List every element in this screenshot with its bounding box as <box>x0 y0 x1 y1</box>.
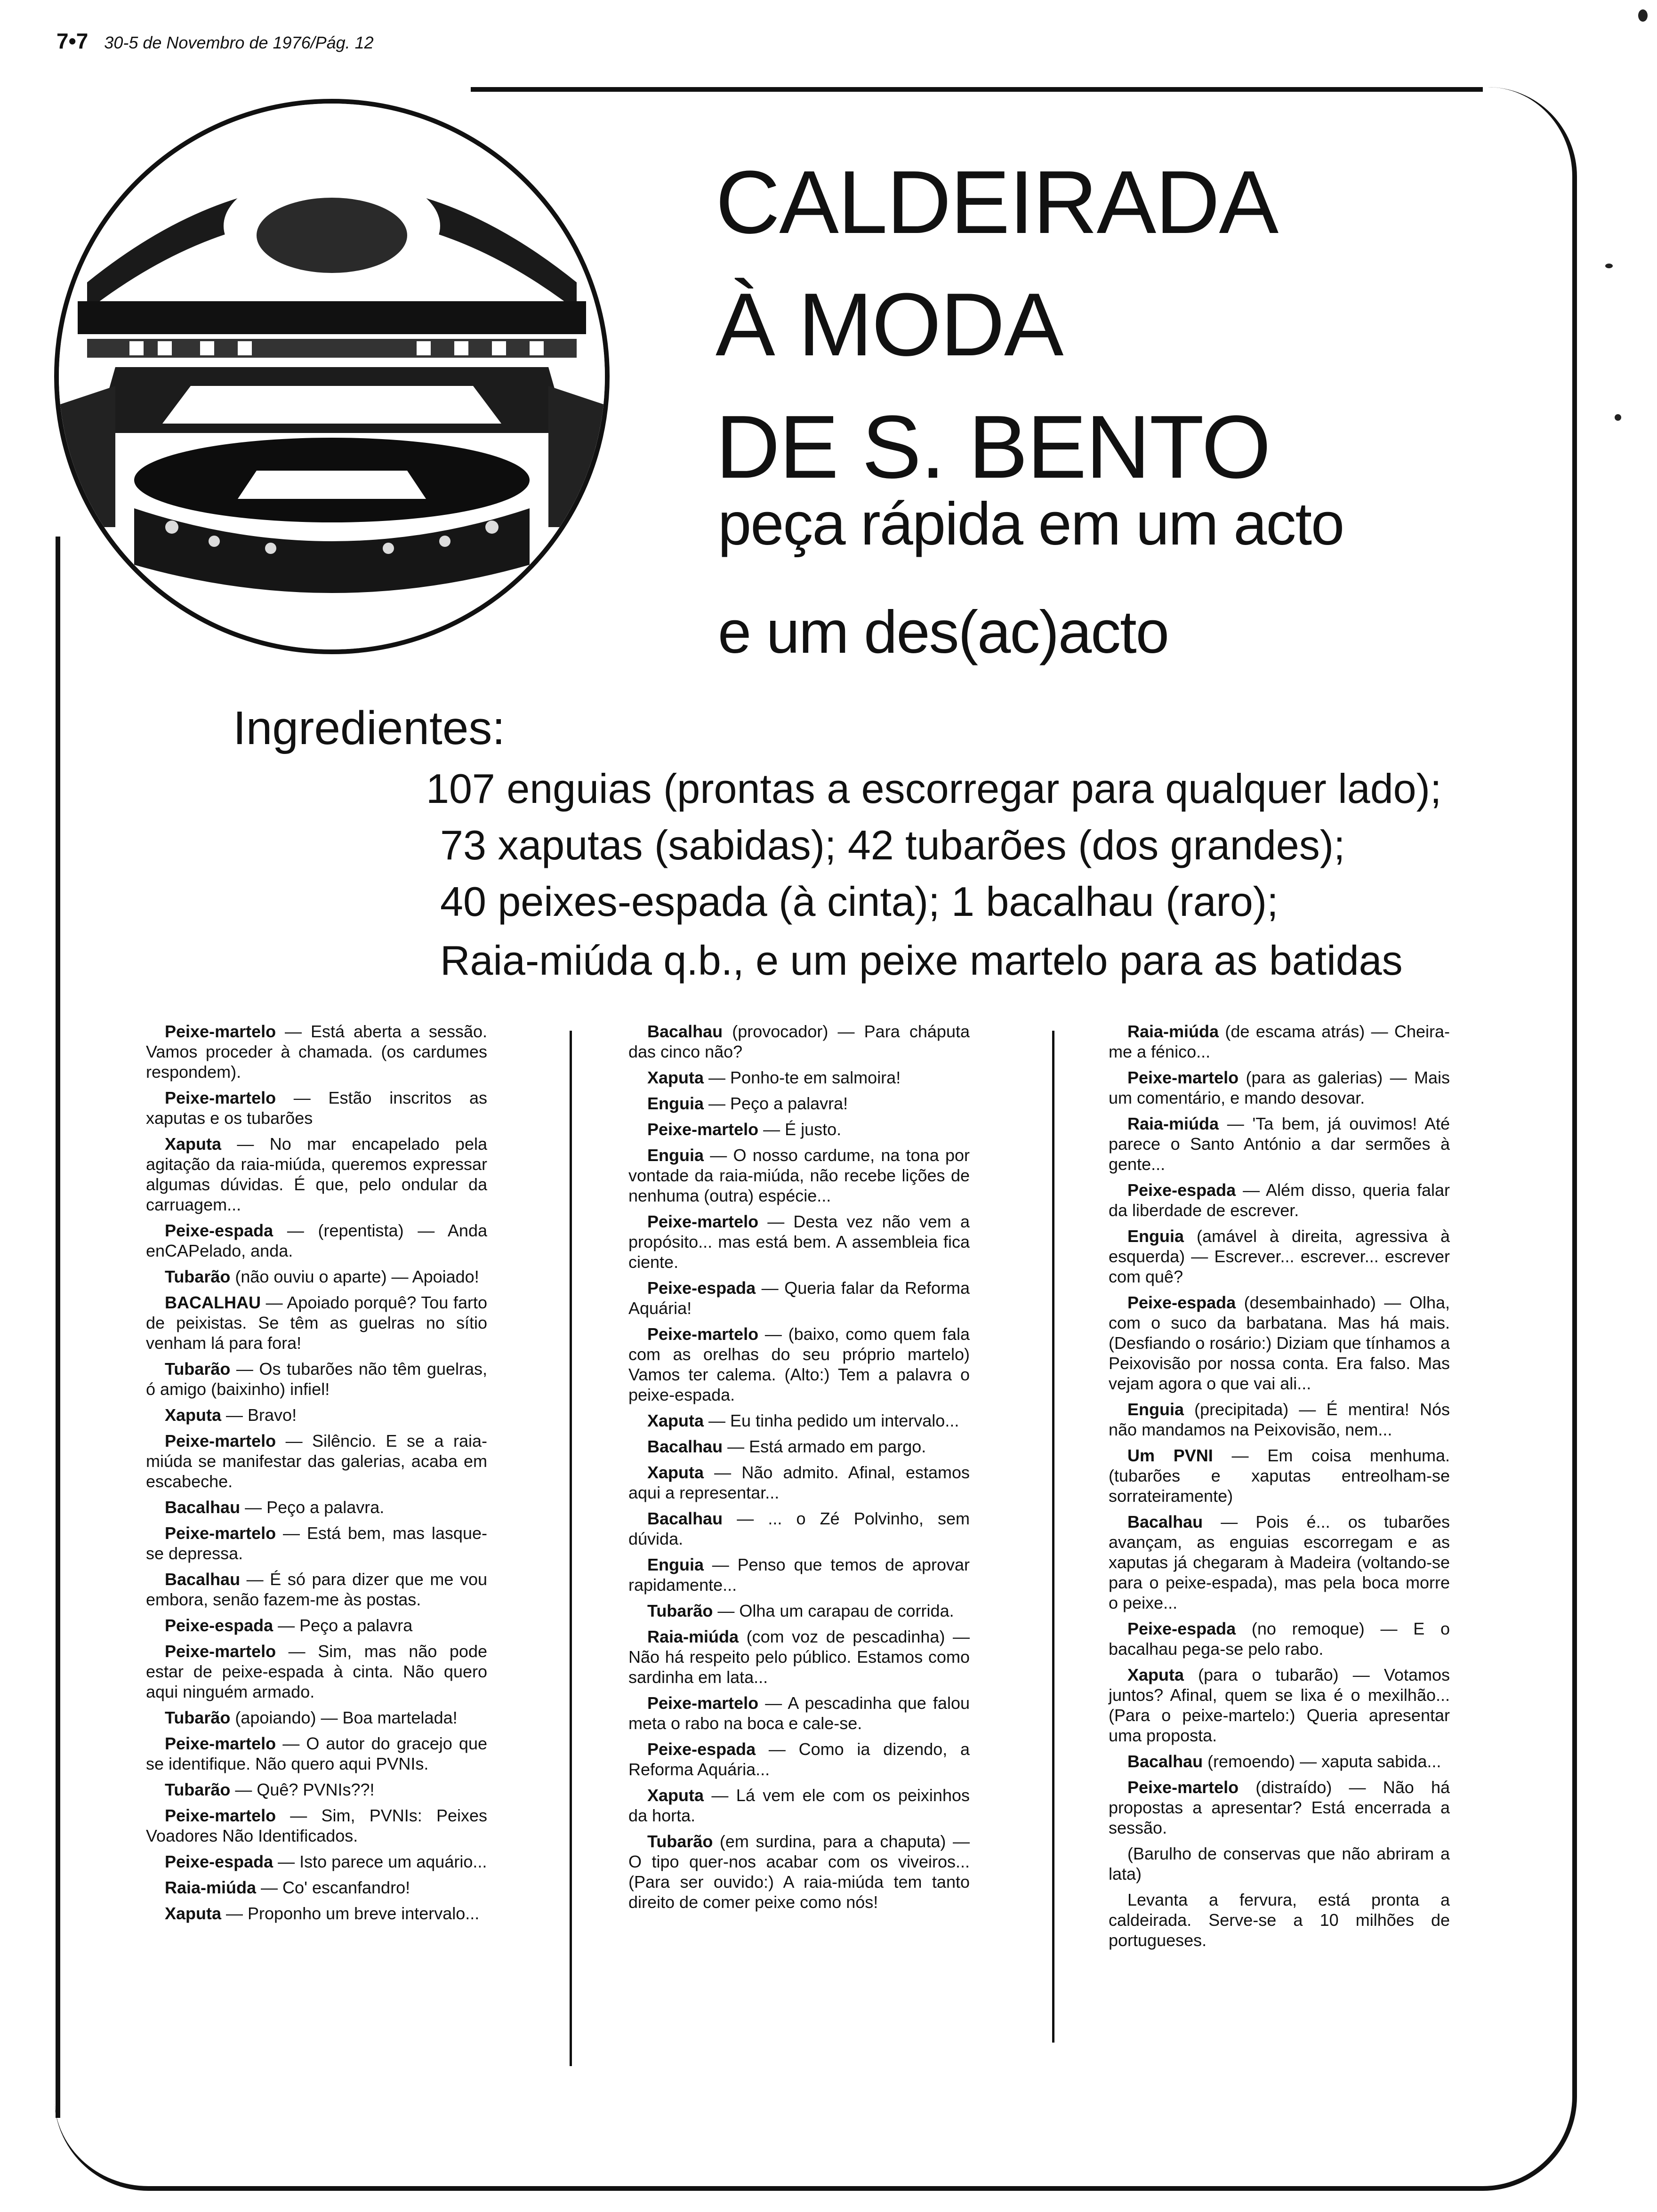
speaker-name: Peixe-martelo <box>165 1088 276 1107</box>
speaker-name: Bacalhau <box>165 1570 241 1589</box>
dialogue-text: — Olha um carapau de corrida. <box>713 1601 954 1620</box>
dialogue-line <box>628 1739 970 1779</box>
speaker-name: Peixe-martelo <box>165 1642 276 1661</box>
dialogue-line <box>628 1211 970 1272</box>
dialogue-text: — Eu tinha pedido um intervalo... <box>704 1411 959 1430</box>
speaker-name: Peixe-espada <box>165 1616 273 1635</box>
dialogue-line <box>1109 1619 1450 1659</box>
dialogue-text: (Barulho de conservas que não abriram a lata) <box>1109 1844 1450 1883</box>
dialogue-line <box>1109 1665 1450 1746</box>
dialogue-line <box>146 1292 487 1353</box>
dialogue-line <box>146 1615 487 1635</box>
ingredient-line-1: 107 enguias (prontas a escorregar para qualquer lado); <box>426 765 1442 812</box>
dialogue-text: — Está aberta a sessão. Vamos proceder à chamada. (os cardumes respondem). <box>146 1022 487 1082</box>
dialogue-line <box>146 1021 487 1082</box>
dialogue-column-3 <box>1109 1021 1450 1956</box>
masthead <box>56 28 374 54</box>
speaker-name: Xaputa <box>1127 1665 1184 1684</box>
dialogue-text: — Bravo! <box>221 1405 297 1425</box>
dialogue-text: — Co' escanfandro! <box>256 1878 410 1897</box>
speaker-name: Tubarão <box>647 1601 713 1620</box>
ink-speck <box>1605 264 1613 268</box>
dialogue-text: — ... o Zé Polvinho, sem dúvida. <box>628 1509 970 1548</box>
speaker-name: Peixe-martelo <box>647 1324 759 1344</box>
dialogue-text: — Sim, mas não pode estar de peixe-espada à cinta. Não quero aqui ninguém armado. <box>146 1642 487 1701</box>
dialogue-line <box>628 1436 970 1457</box>
speaker-name: Peixe-espada <box>1127 1180 1236 1200</box>
speaker-name: Raia-miúda <box>647 1627 739 1646</box>
speaker-name: Peixe-espada <box>647 1278 756 1298</box>
dialogue-line <box>628 1278 970 1318</box>
speaker-name: Bacalhau <box>1127 1512 1203 1531</box>
dialogue-text: — Está armado em pargo. <box>723 1437 926 1456</box>
dialogue-text: (desembainhado) — Olha, com o suco da barbatana. Mas há mais. (Desfiando o rosário:) Diziam que tínhamos a Peixovisão por nossa conta. Era falso. Mas vejam agora o que vai ali... <box>1109 1293 1450 1393</box>
dialogue-line <box>1109 1843 1450 1884</box>
frame-left-rule <box>56 537 60 2118</box>
dialogue-line <box>146 1733 487 1774</box>
dialogue-text: — Proponho um breve intervalo... <box>221 1904 480 1923</box>
dialogue-line <box>1109 1067 1450 1108</box>
speaker-name: Raia-miúda <box>1127 1022 1219 1041</box>
dialogue-line <box>146 1707 487 1728</box>
dialogue-line <box>146 1641 487 1702</box>
headline-line-2: À MODA <box>716 275 1063 375</box>
dialogue-text: — Ponho-te em salmoira! <box>704 1068 901 1087</box>
dialogue-line <box>146 1877 487 1898</box>
dialogue-text: (para as galerias) — Mais um comentário, e mando desovar. <box>1109 1068 1450 1107</box>
dialogue-text: — É justo. <box>758 1120 842 1139</box>
dialogue-text: — Não admito. Afinal, estamos aqui a representar... <box>628 1463 970 1502</box>
speaker-name: Tubarão <box>165 1708 231 1727</box>
speaker-name: Tubarão <box>647 1832 713 1851</box>
dialogue-text: (no remoque) — E o bacalhau pega-se pelo rabo. <box>1109 1619 1450 1659</box>
parliament-hall-image <box>59 104 605 649</box>
dialogue-line <box>1109 1751 1450 1771</box>
speaker-name: Tubarão <box>165 1267 231 1286</box>
dialogue-line <box>1109 1114 1450 1174</box>
dialogue-line <box>146 1805 487 1846</box>
dialogue-line <box>146 1405 487 1425</box>
speaker-name: Enguia <box>647 1146 704 1165</box>
dialogue-text: — Silêncio. E se a raia-miúda se manifestar das galerias, acaba em escabeche. <box>146 1431 487 1491</box>
dialogue-line <box>628 1067 970 1088</box>
dialogue-text: (de escama atrás) — Cheira-me a fénico... <box>1109 1022 1450 1061</box>
dialogue-line <box>628 1324 970 1405</box>
speaker-name: Enguia <box>647 1094 704 1113</box>
dialogue-text: — Como ia dizendo, a Reforma Aquária... <box>628 1739 970 1779</box>
dialogue-text: (com voz de pescadinha) — Não há respeito pelo público. Estamos como sardinha em lata... <box>628 1627 970 1687</box>
dialogue-line <box>628 1693 970 1733</box>
dialogue-line <box>1109 1292 1450 1394</box>
speaker-name: Peixe-espada <box>165 1852 273 1871</box>
dialogue-line <box>1109 1445 1450 1506</box>
dialogue-text: — Em coisa menhuma. (tubarões e xaputas entreolham-se sorrateiramente) <box>1109 1446 1450 1506</box>
dialogue-text: — Os tubarões não têm guelras, ó amigo (baixinho) infiel! <box>146 1359 487 1399</box>
dialogue-line <box>1109 1021 1450 1062</box>
speaker-name: Bacalhau <box>1127 1752 1203 1771</box>
speaker-name: Peixe-martelo <box>1127 1778 1239 1797</box>
dialogue-text: — (repentista) — Anda enCAPelado, anda. <box>146 1221 487 1260</box>
speaker-name: BACALHAU <box>165 1293 261 1312</box>
speaker-name: Bacalhau <box>647 1022 723 1041</box>
subtitle-line-2: e um des(ac)acto <box>718 599 1168 666</box>
speaker-name: Peixe-martelo <box>165 1806 276 1825</box>
speaker-name: Xaputa <box>647 1068 704 1087</box>
dialogue-text: (apoiando) — Boa martelada! <box>230 1708 458 1727</box>
dialogue-line <box>146 1903 487 1923</box>
dialogue-line <box>146 1851 487 1872</box>
ingredient-line-2: 73 xaputas (sabidas); 42 tubarões (dos grandes); <box>440 822 1345 868</box>
dialogue-line <box>1109 1180 1450 1220</box>
speaker-name: Enguia <box>647 1555 704 1574</box>
speaker-name: Xaputa <box>165 1134 222 1154</box>
speaker-name: Bacalhau <box>647 1509 723 1528</box>
speaker-name: Xaputa <box>647 1463 704 1482</box>
dialogue-line <box>628 1145 970 1206</box>
dialogue-line <box>146 1266 487 1287</box>
dialogue-line <box>628 1785 970 1826</box>
speaker-name: Xaputa <box>647 1786 704 1805</box>
speaker-name: Bacalhau <box>165 1498 241 1517</box>
dialogue-text: — A pescadinha que falou meta o rabo na boca e cale-se. <box>628 1693 970 1733</box>
speaker-name: Xaputa <box>647 1411 704 1430</box>
speaker-name: Bacalhau <box>647 1437 723 1456</box>
speaker-name: Peixe-espada <box>1127 1293 1236 1312</box>
dialogue-line <box>1109 1399 1450 1440</box>
speaker-name: Raia-miúda <box>165 1878 257 1897</box>
ingredient-line-4: Raia-miúda q.b., e um peixe martelo para as batidas <box>440 937 1403 984</box>
dialogue-text: — Apoiado porquê? Tou farto de peixistas. Se têm as guelras no sítio venham lá para fora! <box>146 1293 487 1353</box>
dialogue-text: — No mar encapelado pela agitação da raia-miúda, queremos expressar algumas dúvidas. É que, pelo ondular da carruagem... <box>146 1134 487 1214</box>
dialogue-text: (remoendo) — xaputa sabida... <box>1203 1752 1441 1771</box>
speaker-name: Peixe-espada <box>1127 1619 1236 1638</box>
dialogue-line <box>146 1523 487 1563</box>
dialogue-line <box>628 1093 970 1114</box>
dialogue-line <box>628 1119 970 1139</box>
speaker-name: Peixe-martelo <box>165 1431 276 1451</box>
ingredients-label: Ingredientes: <box>233 702 506 754</box>
speaker-name: Xaputa <box>165 1405 222 1425</box>
dialogue-line <box>628 1555 970 1595</box>
dialogue-text: — Lá vem ele com os peixinhos da horta. <box>628 1786 970 1825</box>
parliament-photo <box>54 99 610 654</box>
dialogue-text: (não ouviu o aparte) — Apoiado! <box>230 1267 479 1286</box>
ink-speck <box>1638 9 1648 22</box>
dialogue-line <box>628 1601 970 1621</box>
speaker-name: Raia-miúda <box>1127 1114 1219 1133</box>
subtitle-line-1: peça rápida em um acto <box>718 490 1344 558</box>
dialogue-line <box>628 1831 970 1912</box>
speaker-name: Peixe-martelo <box>165 1022 276 1041</box>
speaker-name: Peixe-espada <box>165 1221 273 1240</box>
dialogue-text: — Além disso, queria falar da liberdade de escrever. <box>1109 1180 1450 1220</box>
dialogue-text: — Peço a palavra. <box>240 1498 385 1517</box>
dialogue-line <box>146 1431 487 1491</box>
speaker-name: Peixe-espada <box>647 1739 756 1759</box>
headline-line-1: CALDEIRADA <box>716 152 1278 252</box>
speaker-name: Peixe-martelo <box>647 1693 759 1713</box>
dialogue-text: (em surdina, para a chaputa) — O tipo quer-nos acabar com os viveiros... (Para ser ouvido:) A raia-miúda tem tanto direito de comer peixe como nós! <box>628 1832 970 1912</box>
dialogue-text: — Sim, PVNIs: Peixes Voadores Não Identificados. <box>146 1806 487 1845</box>
dialogue-text: (amável à direita, agressiva à esquerda) — Escrever... escrever... escrever com quê? <box>1109 1226 1450 1286</box>
speaker-name: Um PVNI <box>1127 1446 1213 1465</box>
dialogue-text: — O nosso cardume, na tona por vontade da raia-miúda, não recebe lições de nenhuma (outra) espécie... <box>628 1146 970 1205</box>
dialogue-line <box>146 1134 487 1215</box>
speaker-name: Peixe-martelo <box>647 1120 759 1139</box>
dialogue-text: — Isto parece um aquário... <box>273 1852 487 1871</box>
dialogue-line <box>628 1627 970 1687</box>
column-rule-1 <box>570 1031 572 2066</box>
dialogue-text: — O autor do gracejo que se identifique. Não quero aqui PVNIs. <box>146 1734 487 1773</box>
ink-speck <box>1615 414 1621 421</box>
dialogue-text: — Pois é... os tubarões avançam, as enguias escorregam e as xaputas já chegaram à Madeira (voltando-se para o peixe-espada), mas pela boca morre o peixe... <box>1109 1512 1450 1612</box>
headline <box>716 141 1278 508</box>
dateline: 30-5 de Novembro de 1976/Pág. 12 <box>104 33 374 52</box>
speaker-name: Peixe-martelo <box>165 1734 276 1753</box>
dialogue-text: — Está bem, mas lasque-se depressa. <box>146 1523 487 1563</box>
speaker-name: Tubarão <box>165 1780 231 1799</box>
dialogue-text: — Queria falar da Reforma Aquária! <box>628 1278 970 1318</box>
dialogue-text: — Peço a palavra! <box>704 1094 848 1113</box>
dialogue-text: — (baixo, como quem fala com as orelhas do seu próprio martelo) Vamos ter calema. (Alto:) Tem a palavra o peixe-espada. <box>628 1324 970 1404</box>
speaker-name: Peixe-martelo <box>1127 1068 1239 1087</box>
dialogue-column-1 <box>146 1021 487 1929</box>
dialogue-line <box>628 1021 970 1062</box>
dialogue-line <box>146 1220 487 1261</box>
headline-line-3: DE S. BENTO <box>716 397 1271 497</box>
speaker-name: Enguia <box>1127 1226 1184 1246</box>
column-rule-2 <box>1052 1031 1054 2043</box>
speaker-name: Tubarão <box>165 1359 231 1378</box>
dialogue-line <box>1109 1777 1450 1838</box>
dialogue-text: — Estão inscritos as xaputas e os tubarões <box>146 1088 487 1128</box>
dialogue-line <box>146 1088 487 1128</box>
dialogue-text: — 'Ta bem, já ouvimos! Até parece o Santo António a dar sermões à gente... <box>1109 1114 1450 1174</box>
masthead-logo: 7•7 <box>56 29 88 53</box>
dialogue-column-2 <box>628 1021 970 1918</box>
speaker-name: Peixe-martelo <box>647 1212 759 1231</box>
dialogue-line <box>146 1779 487 1800</box>
dialogue-text: — Quê? PVNIs??! <box>230 1780 375 1799</box>
dialogue-text: — Penso que temos de aprovar rapidamente... <box>628 1555 970 1595</box>
dialogue-text: Levanta a fervura, está pronta a caldeirada. Serve-se a 10 milhões de portugueses. <box>1109 1890 1450 1950</box>
ingredient-line-3: 40 peixes-espada (à cinta); 1 bacalhau (raro); <box>440 878 1279 925</box>
dialogue-line <box>628 1411 970 1431</box>
speaker-name: Peixe-martelo <box>165 1523 276 1543</box>
dialogue-line <box>1109 1512 1450 1613</box>
dialogue-text: (para o tubarão) — Votamos juntos? Afinal, quem se lixa é o mexilhão... (Para o peixe-martelo:) Queria apresentar uma proposta. <box>1109 1665 1450 1745</box>
dialogue-line <box>628 1508 970 1549</box>
dialogue-line <box>146 1359 487 1399</box>
dialogue-text: (precipitada) — É mentira! Nós não mandamos na Peixovisão, nem... <box>1109 1400 1450 1439</box>
dialogue-text: (distraído) — Não há propostas a apresentar? Está encerrada a sessão. <box>1109 1778 1450 1837</box>
dialogue-text: — É só para dizer que me vou embora, senão fazem-me às postas. <box>146 1570 487 1609</box>
dialogue-text: — Peço a palavra <box>273 1616 413 1635</box>
frame-top-rule <box>471 87 1483 92</box>
dialogue-line <box>146 1497 487 1517</box>
dialogue-line <box>146 1569 487 1610</box>
speaker-name: Xaputa <box>165 1904 222 1923</box>
dialogue-line <box>1109 1226 1450 1287</box>
speaker-name: Enguia <box>1127 1400 1184 1419</box>
dialogue-line <box>1109 1890 1450 1950</box>
dialogue-text: — Desta vez não vem a propósito... mas está bem. A assembleia fica ciente. <box>628 1212 970 1272</box>
dialogue-text: (provocador) — Para cháputa das cinco não? <box>628 1022 970 1061</box>
dialogue-line <box>628 1462 970 1503</box>
